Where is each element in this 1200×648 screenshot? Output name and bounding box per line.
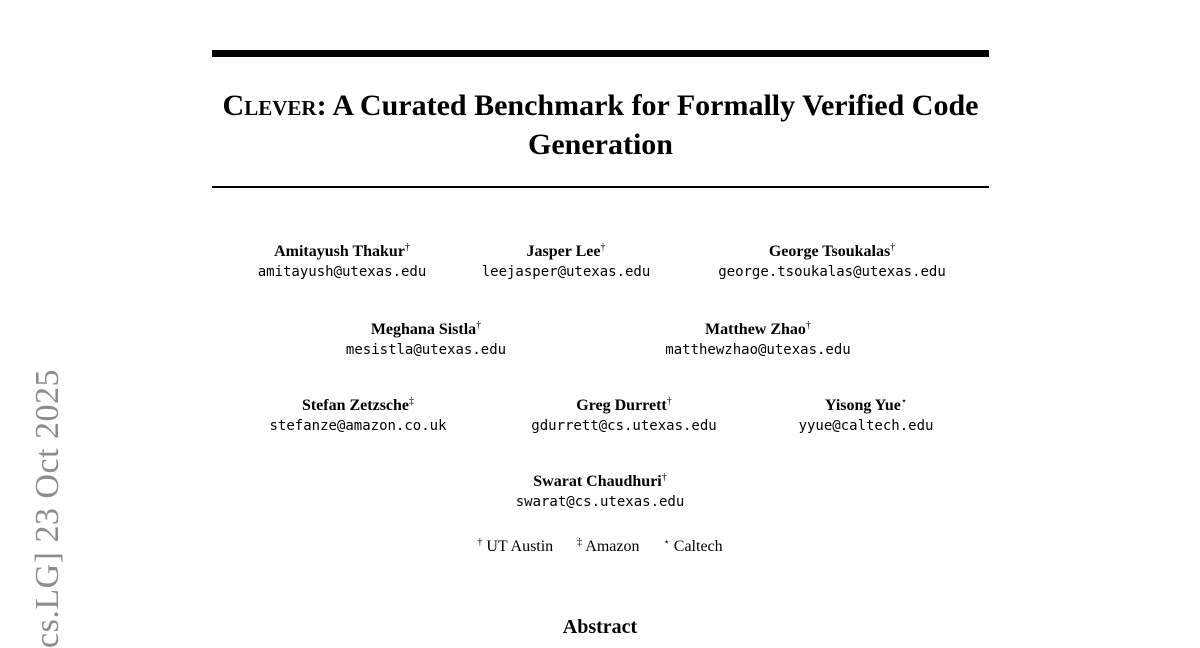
author-mark: †	[661, 472, 667, 483]
author-name: Stefan Zetzsche	[301, 397, 410, 414]
author-email[interactable]: george.tsoukalas@utexas.edu	[718, 264, 946, 280]
author-email[interactable]: mesistla@utexas.edu	[345, 342, 507, 358]
author-email[interactable]: swarat@cs.utexas.edu	[515, 494, 685, 510]
title-lead: Clever	[222, 89, 317, 122]
author-mark: †	[890, 242, 896, 253]
author-email[interactable]: yyue@caltech.edu	[798, 418, 934, 434]
author-name: Greg Durrett	[576, 397, 667, 414]
affiliation-ut-austin	[477, 538, 553, 555]
affiliation-mark: ⋆	[663, 537, 670, 548]
author-email[interactable]: leejasper@utexas.edu	[481, 264, 651, 280]
arxiv-stamp: cs.LG] 23 Oct 2025	[29, 368, 66, 648]
author-block	[516, 472, 685, 512]
affiliation-mark: ‡	[577, 537, 583, 548]
author-name: Amitayush Thakur	[274, 243, 405, 260]
author-mark: †	[805, 320, 811, 331]
author-mark: ⋆	[900, 396, 908, 407]
bottom-rule	[212, 186, 989, 188]
author-email[interactable]: matthewzhao@utexas.edu	[665, 342, 851, 358]
affiliation-mark: †	[477, 537, 483, 548]
author-name: Meghana Sistla	[370, 321, 477, 338]
author-mark: †	[404, 242, 410, 253]
author-email[interactable]: stefanze@amazon.co.uk	[269, 418, 447, 434]
affiliation-amazon	[577, 538, 639, 555]
author-mark: †	[476, 320, 482, 331]
author-block	[665, 320, 850, 360]
author-mark: †	[600, 242, 606, 253]
affiliation-name: Caltech	[673, 538, 723, 555]
author-block	[799, 396, 934, 436]
affiliation-name: UT Austin	[486, 538, 554, 555]
author-block	[258, 242, 427, 282]
author-email[interactable]: amitayush@utexas.edu	[257, 264, 427, 280]
top-rule	[212, 50, 989, 57]
author-block	[482, 242, 651, 282]
author-email[interactable]: gdurrett@cs.utexas.edu	[531, 418, 717, 434]
affiliations-line	[467, 538, 732, 556]
author-name: Swarat Chaudhuri	[533, 473, 662, 490]
title-rest: : A Curated Benchmark for Formally Verified Code Generation	[316, 89, 979, 161]
abstract-heading: Abstract	[562, 616, 638, 638]
author-mark: ‡	[409, 396, 415, 407]
author-block	[531, 396, 716, 436]
affiliation-caltech	[664, 538, 723, 555]
author-mark: †	[666, 396, 672, 407]
affiliation-name: Amazon	[585, 538, 640, 555]
paper-title	[212, 86, 989, 164]
author-name: Matthew Zhao	[705, 321, 806, 338]
author-block	[269, 396, 446, 436]
author-name: George Tsoukalas	[768, 243, 891, 260]
author-block	[718, 242, 946, 282]
author-name: Yisong Yue	[824, 397, 901, 414]
author-name: Jasper Lee	[526, 243, 601, 260]
author-block	[346, 320, 506, 360]
